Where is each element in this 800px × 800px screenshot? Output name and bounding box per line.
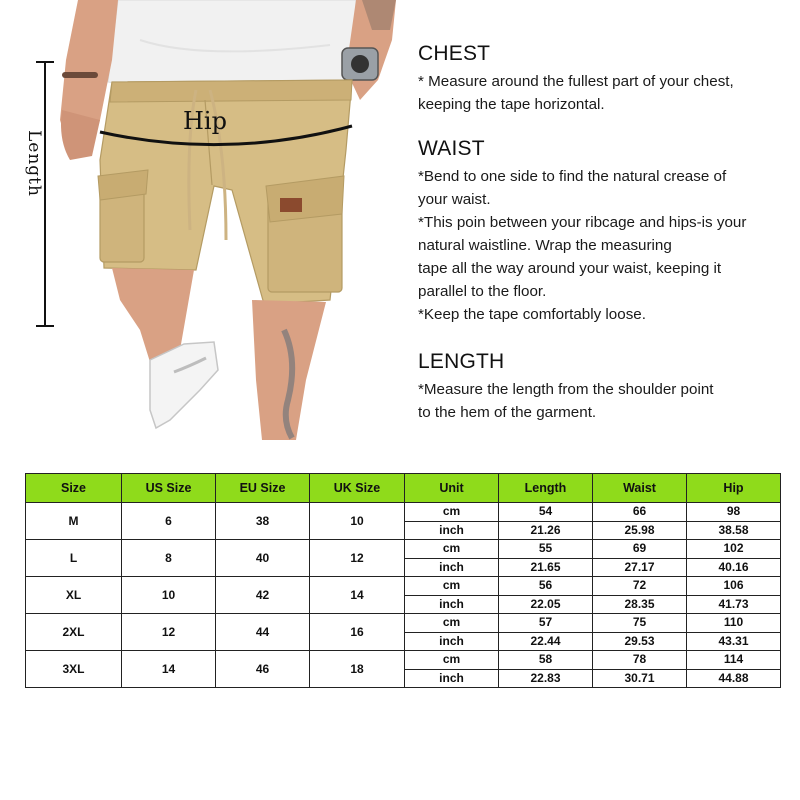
eu-size-cell: 42 — [216, 577, 310, 614]
unit-cell: cm — [405, 577, 499, 596]
table-row — [26, 614, 781, 633]
chest-title: CHEST — [418, 42, 491, 65]
length-cell: 22.44 — [499, 632, 593, 651]
size-chart-table — [25, 473, 781, 688]
waist-cell: 72 — [593, 577, 687, 596]
header-us-size: US Size — [122, 474, 216, 503]
us-size-cell: 14 — [122, 651, 216, 688]
table-row — [26, 503, 781, 522]
eu-size-cell: 38 — [216, 503, 310, 540]
unit-cell: cm — [405, 503, 499, 522]
hip-cell: 43.31 — [687, 632, 781, 651]
hip-cell: 40.16 — [687, 558, 781, 577]
size-cell: XL — [26, 577, 122, 614]
unit-cell: inch — [405, 558, 499, 577]
us-size-cell: 6 — [122, 503, 216, 540]
uk-size-cell: 12 — [310, 540, 405, 577]
table-row — [26, 540, 781, 559]
size-cell: M — [26, 503, 122, 540]
header-uk-size: UK Size — [310, 474, 405, 503]
hip-cell: 98 — [687, 503, 781, 522]
guide-line: tape all the way around your waist, keeping it — [418, 260, 722, 277]
unit-cell: inch — [405, 669, 499, 688]
guide-line: your waist. — [418, 191, 491, 208]
waist-cell: 75 — [593, 614, 687, 633]
size-cell: 3XL — [26, 651, 122, 688]
length-cell: 21.26 — [499, 521, 593, 540]
hip-cell: 110 — [687, 614, 781, 633]
length-cell: 22.05 — [499, 595, 593, 614]
length-cell: 54 — [499, 503, 593, 522]
cargo-shorts-photo — [0, 0, 410, 450]
hip-cell: 106 — [687, 577, 781, 596]
waist-cell: 28.35 — [593, 595, 687, 614]
length-cell: 58 — [499, 651, 593, 670]
guide-line: natural waistline. Wrap the measuring — [418, 237, 672, 254]
guide-line: *This poin between your ribcage and hips-is your — [418, 214, 747, 231]
size-cell: 2XL — [26, 614, 122, 651]
us-size-cell: 8 — [122, 540, 216, 577]
hip-cell: 38.58 — [687, 521, 781, 540]
table-row — [26, 651, 781, 670]
uk-size-cell: 14 — [310, 577, 405, 614]
header-eu-size: EU Size — [216, 474, 310, 503]
waist-cell: 30.71 — [593, 669, 687, 688]
guide-line: *Keep the tape comfortably loose. — [418, 306, 646, 323]
length-title: LENGTH — [418, 350, 505, 373]
guide-line: keeping the tape horizontal. — [418, 96, 605, 113]
uk-size-cell: 10 — [310, 503, 405, 540]
header-size: Size — [26, 474, 122, 503]
waist-guide — [418, 137, 798, 326]
guide-line: * Measure around the fullest part of your chest, — [418, 73, 734, 90]
waist-cell: 69 — [593, 540, 687, 559]
header-unit: Unit — [405, 474, 499, 503]
guide-line: *Measure the length from the shoulder point — [418, 381, 714, 398]
header-length: Length — [499, 474, 593, 503]
uk-size-cell: 18 — [310, 651, 405, 688]
length-label: Length — [24, 130, 44, 197]
us-size-cell: 10 — [122, 577, 216, 614]
table-header-row — [26, 474, 781, 503]
length-guide — [418, 350, 798, 424]
unit-cell: inch — [405, 595, 499, 614]
eu-size-cell: 46 — [216, 651, 310, 688]
length-cell: 57 — [499, 614, 593, 633]
length-cell: 55 — [499, 540, 593, 559]
eu-size-cell: 44 — [216, 614, 310, 651]
product-figure — [0, 0, 410, 450]
header-waist: Waist — [593, 474, 687, 503]
waist-cell: 25.98 — [593, 521, 687, 540]
waist-cell: 66 — [593, 503, 687, 522]
waist-cell: 29.53 — [593, 632, 687, 651]
unit-cell: inch — [405, 632, 499, 651]
length-cell: 22.83 — [499, 669, 593, 688]
length-cell: 21.65 — [499, 558, 593, 577]
unit-cell: cm — [405, 614, 499, 633]
waist-cell: 78 — [593, 651, 687, 670]
waist-title: WAIST — [418, 137, 485, 160]
guide-line: parallel to the floor. — [418, 283, 547, 300]
hip-label: Hip — [183, 107, 227, 135]
hip-cell: 41.73 — [687, 595, 781, 614]
unit-cell: cm — [405, 651, 499, 670]
header-hip: Hip — [687, 474, 781, 503]
unit-cell: inch — [405, 521, 499, 540]
hip-cell: 114 — [687, 651, 781, 670]
us-size-cell: 12 — [122, 614, 216, 651]
guide-line: *Bend to one side to find the natural crease of — [418, 168, 727, 185]
hip-cell: 102 — [687, 540, 781, 559]
uk-size-cell: 16 — [310, 614, 405, 651]
unit-cell: cm — [405, 540, 499, 559]
table-row — [26, 577, 781, 596]
size-cell: L — [26, 540, 122, 577]
eu-size-cell: 40 — [216, 540, 310, 577]
chest-guide — [418, 42, 798, 116]
hip-cell: 44.88 — [687, 669, 781, 688]
guide-line: to the hem of the garment. — [418, 404, 597, 421]
waist-cell: 27.17 — [593, 558, 687, 577]
length-cell: 56 — [499, 577, 593, 596]
